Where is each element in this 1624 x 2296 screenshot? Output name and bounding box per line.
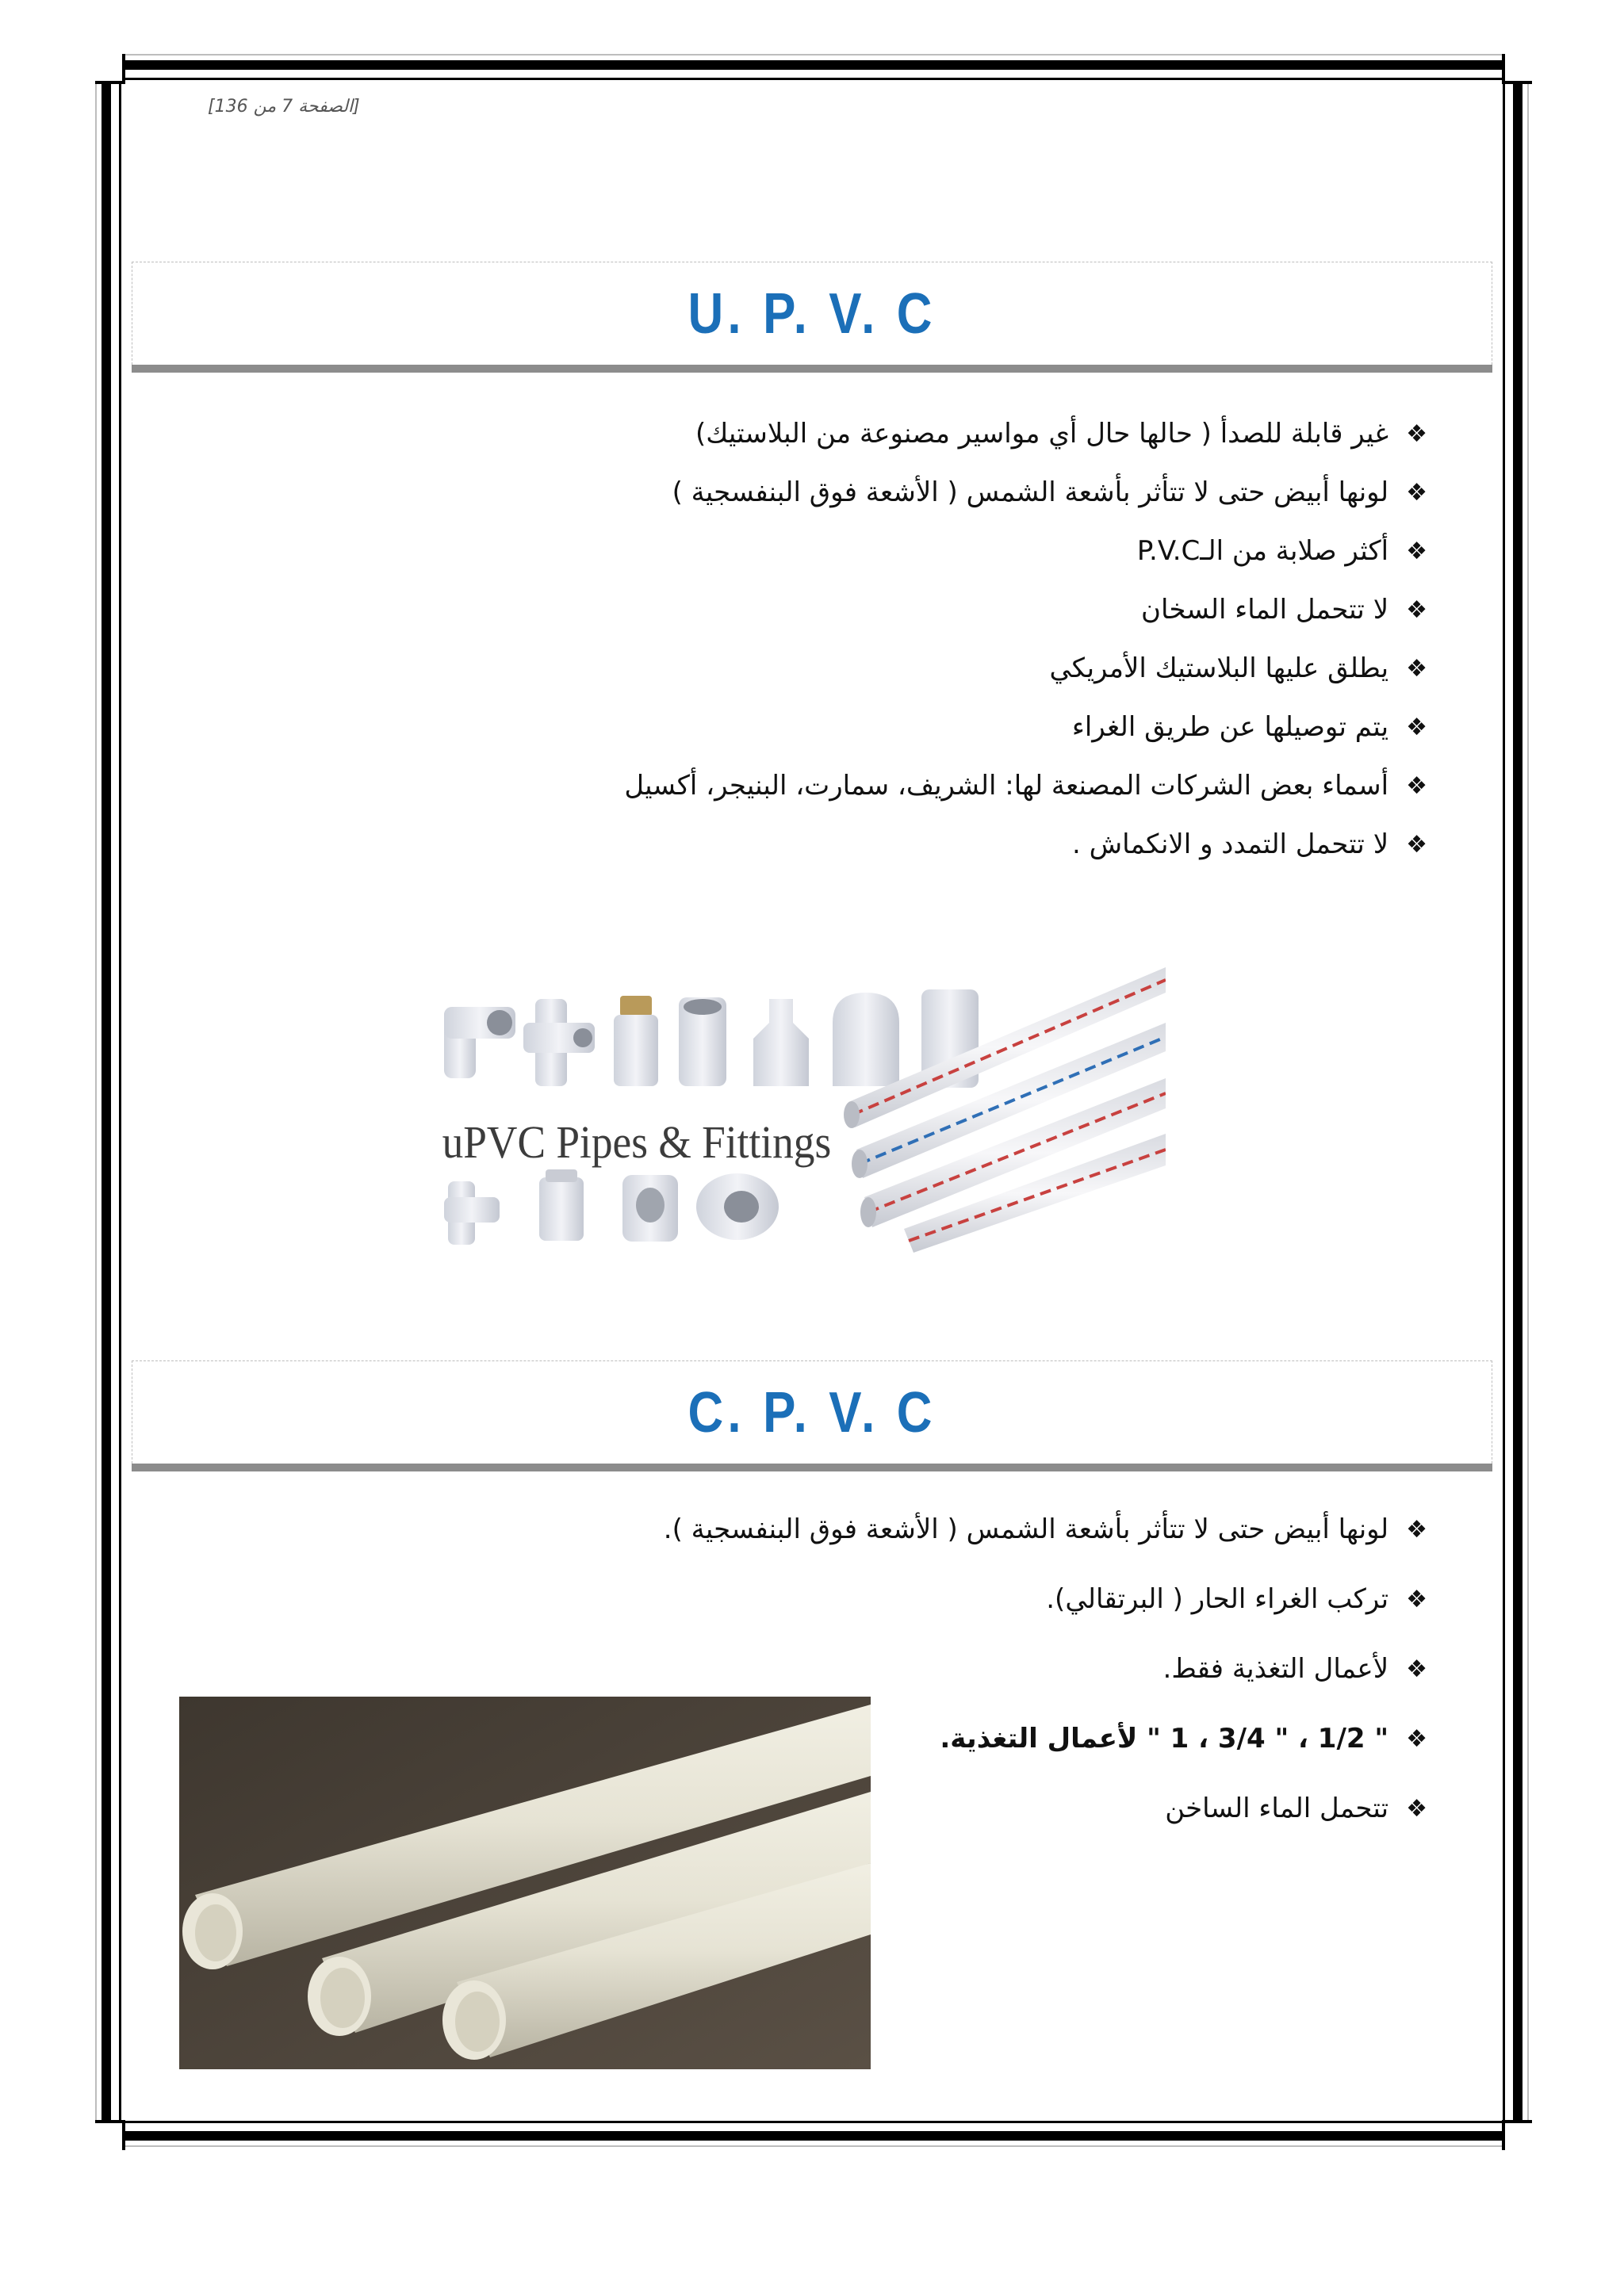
bullet-diamond-icon: ❖	[1406, 537, 1427, 565]
page-number: [الصفحة 7 من 136]	[208, 97, 360, 117]
border-corner	[95, 54, 125, 84]
cpvc-pipes-photo	[179, 1697, 871, 2069]
bullet-diamond-icon: ❖	[1406, 595, 1427, 624]
bullet-diamond-icon: ❖	[1406, 1794, 1427, 1823]
bullet-diamond-icon: ❖	[1406, 1724, 1427, 1753]
bullet-diamond-icon: ❖	[1406, 771, 1427, 800]
list-item: ❖ يطلق عليها البلاستيك الأمريكي	[1049, 652, 1427, 684]
bullet-diamond-icon: ❖	[1406, 1585, 1427, 1613]
end-cap-icon	[833, 993, 899, 1086]
threaded-coupling-icon	[679, 997, 726, 1086]
upvc-product-image	[420, 904, 1166, 1253]
list-item: ❖ أكثر صلابة من الـP.V.C	[1136, 535, 1427, 567]
border-corner	[95, 2120, 125, 2150]
list-item: ❖ " 1/2 ، " 3/4 ، 1 " لأعمال التغذية.	[940, 1723, 1427, 1755]
tee-fitting-icon	[523, 999, 595, 1086]
border-corner	[1502, 2120, 1532, 2150]
image-caption: uPVC Pipes & Fittings	[442, 1117, 832, 1169]
list-item: ❖ تركب الغراء الحار ( البرتقالي).	[1046, 1583, 1427, 1615]
list-item: ❖ تتحمل الماء الساخن	[1165, 1793, 1427, 1824]
tee-fitting-small-icon	[444, 1181, 500, 1245]
upvc-heading-box	[132, 262, 1492, 365]
border-corner	[1502, 54, 1532, 84]
list-item: ❖ لا تتحمل التمدد و الانكماش .	[1072, 828, 1427, 860]
upvc-title: U. P. V. C	[688, 281, 936, 346]
flange-icon	[696, 1173, 779, 1240]
bullet-diamond-icon: ❖	[1406, 654, 1427, 683]
cpvc-heading-box	[132, 1360, 1492, 1464]
brass-adapter-icon	[614, 996, 658, 1086]
bullet-diamond-icon: ❖	[1406, 713, 1427, 741]
cpvc-heading-rule	[132, 1464, 1492, 1471]
elbow-fitting-icon	[444, 1007, 515, 1078]
list-item: ❖ غير قابلة للصدأ ( حالها حال أي مواسير مصنوعة من البلاستيك)	[695, 418, 1427, 450]
upvc-heading-rule	[132, 365, 1492, 373]
reducer-fitting-icon	[753, 999, 809, 1086]
bullet-diamond-icon: ❖	[1406, 1655, 1427, 1683]
bullet-diamond-icon: ❖	[1406, 419, 1427, 448]
cpvc-title: C. P. V. C	[688, 1380, 936, 1445]
coupling-small-icon	[622, 1175, 678, 1242]
list-item: ❖ أسماء بعض الشركات المصنعة لها: الشريف، سمارت، البنيجر، أكسيل	[624, 770, 1427, 802]
list-item: ❖ لونها أبيض حتى لا تتأثر بأشعة الشمس ( الأشعة فوق البنفسجية ).	[663, 1513, 1427, 1545]
list-item: ❖ لأعمال التغذية فقط.	[1162, 1653, 1427, 1685]
list-item: ❖ لا تتحمل الماء السخان	[1140, 594, 1427, 626]
bullet-diamond-icon: ❖	[1406, 1515, 1427, 1544]
bullet-diamond-icon: ❖	[1406, 830, 1427, 859]
threaded-adapter-icon	[539, 1169, 584, 1241]
upvc-bullet-list	[624, 404, 1427, 874]
list-item: ❖ يتم توصيلها عن طريق الغراء	[1071, 711, 1427, 743]
bullet-diamond-icon: ❖	[1406, 478, 1427, 507]
list-item: ❖ لونها أبيض حتى لا تتأثر بأشعة الشمس ( الأشعة فوق البنفسجية )	[672, 476, 1427, 508]
